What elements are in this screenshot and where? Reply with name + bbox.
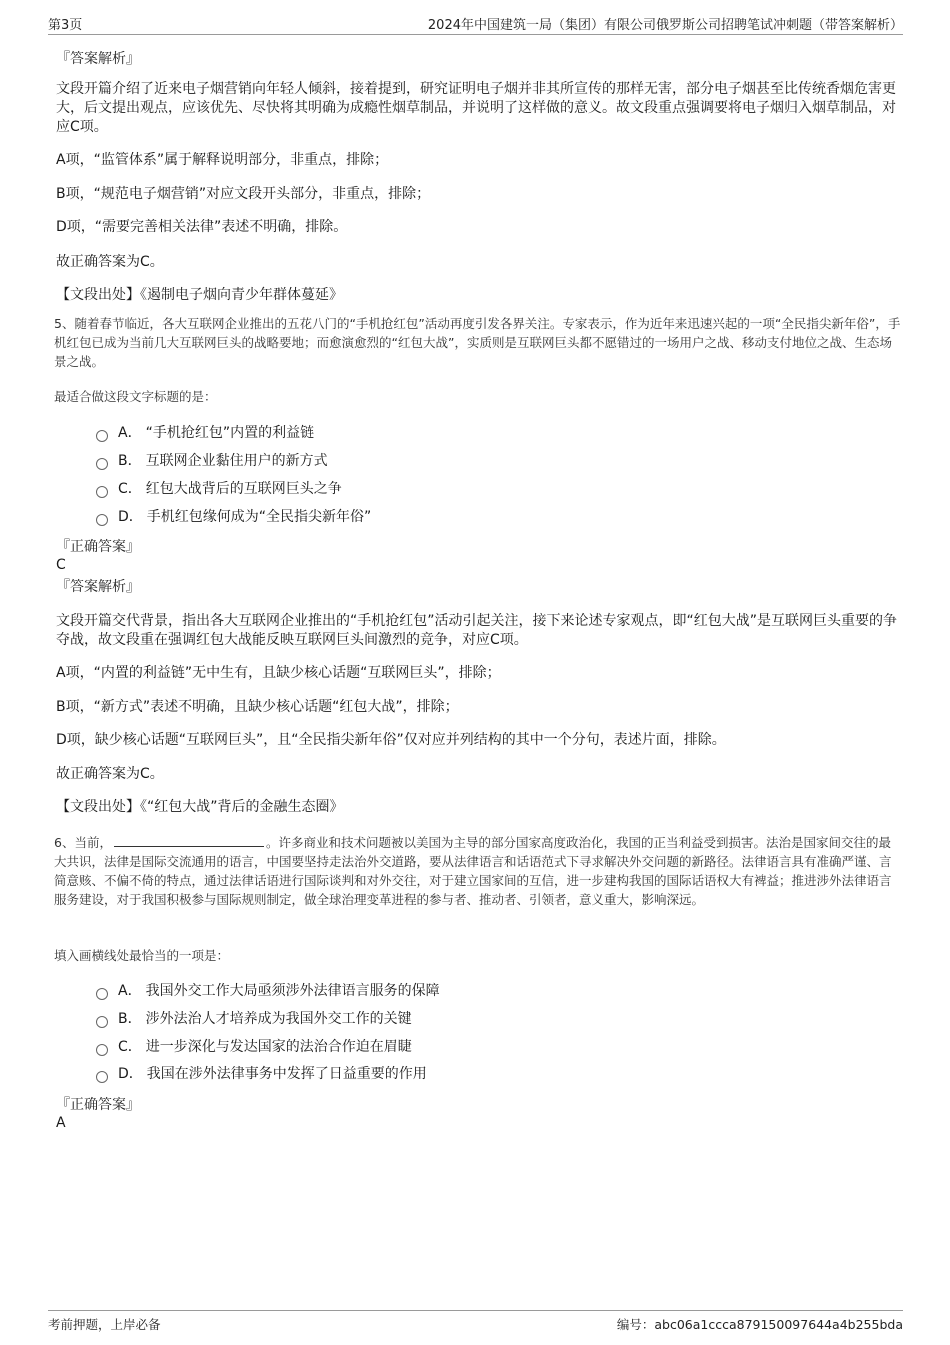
q5-option-b[interactable] [96, 450, 328, 472]
q4-analysis-label: 『答案解析』 [56, 51, 140, 67]
option-text: 进一步深化与发达国家的法治合作迫在眉睫 [145, 1039, 412, 1055]
q5-answer-label: 『正确答案』 [56, 539, 140, 555]
q6-stem-body: 。许多商业和技术问题被以美国为主导的部分国家高度政治化，我国的正当利益受到损害。法治是国家间交往的最大共识，法律是国际交流通用的语言，中国要坚持走法治外交道路，要从法律语言和话语范式下寻求解决外交问题的新路径。法律语言具有准确严谨、言简意赅、不偏不倚的特点，通过法律话语进行国际谈判和对外交往，对于建立国家间的互信，进一步建构我国的国际话语权大有裨益；推进涉外法律语言服务建设，对于我国积极参与国际规则制定，做全球治理变革进程的参与者、推动者、引领者，意义重大，影响深远。 [54, 835, 892, 907]
q5-conclusion: 故正确答案为C。 [56, 766, 164, 782]
footer-code-value: abc06a1ccca879150097644a4b255bda [654, 1317, 903, 1332]
option-text: 互联网企业黏住用户的新方式 [145, 453, 328, 469]
option-text: 手机红包缘何成为“全民指尖新年俗” [146, 509, 372, 525]
footer-code [617, 1315, 903, 1333]
q4-source: 【文段出处】《遏制电子烟向青少年群体蔓延》 [56, 287, 343, 303]
option-text: 红包大战背后的互联网巨头之争 [145, 481, 342, 497]
q5-analysis-option-b: B项，“新方式”表述不明确，且缺少核心话题“红包大战”，排除； [56, 699, 459, 715]
q4-analysis-paragraph: 文段开篇介绍了近来电子烟营销向年轻人倾斜，接着提到，研究证明电子烟并非其所宣传的那样无害，部分电子烟甚至比传统香烟危害更大，后文提出观点，应该优先、尽快将其明确为成瘾性烟草制品，并说明了这样做的意义。故文段重点强调要将电子烟归入烟草制品，对应C项。 [56, 81, 896, 135]
option-text: 涉外法治人才培养成为我国外交工作的关键 [145, 1011, 412, 1027]
q6-stem [54, 833, 902, 909]
q5-option-c[interactable] [96, 478, 342, 500]
radio-icon[interactable] [96, 1044, 108, 1056]
q6-option-b[interactable] [96, 1008, 412, 1030]
option-text: 我国外交工作大局亟须涉外法律语言服务的保障 [145, 983, 440, 999]
fill-blank [114, 834, 264, 847]
q5-source: 【文段出处】《“红包大战”背后的金融生态圈》 [56, 799, 344, 815]
option-letter: D． [118, 509, 143, 525]
q5-option-a[interactable] [96, 422, 314, 444]
radio-icon[interactable] [96, 988, 108, 1000]
q6-prompt: 填入画横线处最恰当的一项是： [54, 948, 230, 963]
option-letter: A． [118, 425, 142, 441]
q5-analysis-paragraph: 文段开篇交代背景，指出各大互联网企业推出的“手机抢红包”活动引起关注，接下来论述专家观点，即“红包大战”是互联网巨头重要的争夺战，故文段重在强调红包大战能反映互联网巨头间激烈的竞争，对应C项。 [56, 613, 898, 648]
option-letter: C． [118, 481, 142, 497]
document-title: 2024年中国建筑一局（集团）有限公司俄罗斯公司招聘笔试冲刺题（带答案解析） [427, 18, 903, 33]
radio-icon[interactable] [96, 486, 108, 498]
q6-answer: A [56, 1115, 66, 1131]
page-header [48, 12, 903, 35]
option-letter: D． [118, 1066, 143, 1082]
q6-option-a[interactable] [96, 980, 440, 1002]
page-footer [48, 1310, 903, 1335]
q5-stem: 5、随着春节临近，各大互联网企业推出的五花八门的“手机抢红包”活动再度引发各界关注。专家表示，作为近年来迅速兴起的一项“全民指尖新年俗”，手机红包已成为当前几大互联网巨头的战略要地；而愈演愈烈的“红包大战”，实质则是互联网巨头都不愿错过的一场用户之战、移动支付地位之战、生态场景之战。 [54, 316, 901, 369]
option-letter: C． [118, 1039, 142, 1055]
q4-conclusion: 故正确答案为C。 [56, 254, 164, 270]
q4-analysis-option-b: B项，“规范电子烟营销”对应文段开头部分，非重点，排除； [56, 186, 431, 202]
q5-analysis-option-d: D项，缺少核心话题“互联网巨头”，且“全民指尖新年俗”仅对应并列结构的其中一个分句，表述片面，排除。 [56, 732, 726, 748]
q6-stem-prefix: 6、当前， [54, 835, 112, 850]
footer-slogan: 考前押题，上岸必备 [48, 1317, 161, 1332]
q4-analysis-option-a: A项，“监管体系”属于解释说明部分，非重点，排除； [56, 152, 389, 168]
option-letter: A． [118, 983, 142, 999]
option-text: “手机抢红包”内置的利益链 [145, 425, 315, 441]
q5-prompt: 最适合做这段文字标题的是： [54, 389, 217, 404]
option-text: 我国在涉外法律事务中发挥了日益重要的作用 [146, 1066, 427, 1082]
q5-analysis-label: 『答案解析』 [56, 579, 140, 595]
radio-icon[interactable] [96, 430, 108, 442]
q5-answer: C [56, 557, 66, 573]
radio-icon[interactable] [96, 458, 108, 470]
radio-icon[interactable] [96, 1071, 108, 1083]
option-letter: B． [118, 1011, 142, 1027]
q6-answer-label: 『正确答案』 [56, 1097, 140, 1113]
page-number: 第3页 [48, 18, 83, 33]
q6-option-d[interactable] [96, 1063, 427, 1085]
option-letter: B． [118, 453, 142, 469]
radio-icon[interactable] [96, 1016, 108, 1028]
q5-analysis-option-a: A项，“内置的利益链”无中生有，且缺少核心话题“互联网巨头”，排除； [56, 665, 501, 681]
radio-icon[interactable] [96, 514, 108, 526]
footer-code-label: 编号： [616, 1317, 655, 1332]
q6-option-c[interactable] [96, 1036, 412, 1058]
q4-analysis-option-d: D项，“需要完善相关法律”表述不明确，排除。 [56, 219, 348, 235]
q5-option-d[interactable] [96, 506, 371, 528]
